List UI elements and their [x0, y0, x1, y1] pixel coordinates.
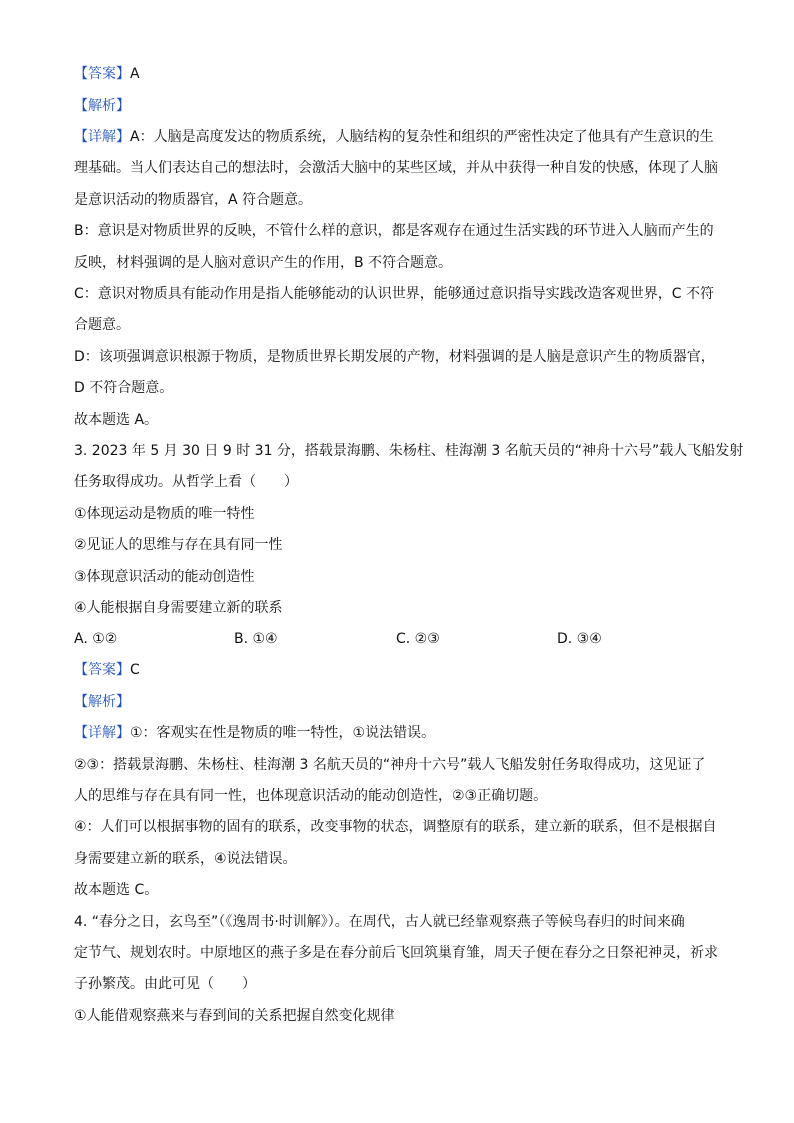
- q3-option-a: A. ①②: [74, 631, 118, 647]
- q2-detail-line: 合题意。: [74, 317, 130, 333]
- q2-detail-line: B：意识是对物质世界的反映，不管什么样的意识，都是客观存在通过生活实践的环节进入人脑而产生的: [74, 223, 714, 239]
- q3-detail-line: ②③：搭载景海鹏、朱杨柱、桂海潮 3 名航天员的“神舟十六号”载人飞船发射任务取得成功，这见证了: [74, 757, 706, 773]
- q3-detail-line: 身需要建立新的联系，④说法错误。: [74, 851, 297, 867]
- detail-tag: 【详解】: [74, 129, 130, 145]
- q2-detail-line: C：意识对物质具有能动作用是指人能够能动的认识世界，能够通过意识指导实践改造客观世界，C 不符: [74, 286, 714, 302]
- q2-conclusion: 故本题选 A。: [74, 412, 159, 428]
- q3-option-d: D. ③④: [557, 631, 602, 647]
- q2-detail-line: 是意识活动的物质器官，A 符合题意。: [74, 192, 313, 208]
- q4-statement: ①人能借观察燕来与春到间的关系把握自然变化规律: [74, 1008, 395, 1024]
- q3-detail-line: 【详解】①：客观实在性是物质的唯一特性，①说法错误。: [74, 725, 436, 741]
- q3-answer: [74, 660, 140, 680]
- detail-tag: 【详解】: [74, 725, 130, 741]
- q3-statement: ④人能根据自身需要建立新的联系: [74, 600, 283, 616]
- q2-detail-line: D：该项强调意识根源于物质，是物质世界长期发展的产物，材料强调的是人脑是意识产生的物质器官，: [74, 349, 715, 365]
- q3-detail-line: ④：人们可以根据事物的固有的联系，改变事物的状态，调整原有的联系，建立新的联系，但不是根据自: [74, 819, 717, 835]
- answer-tag: 【答案】: [74, 66, 130, 82]
- q4-stem-line: 定节气、规划农时。中原地区的燕子多是在春分前后飞回筑巢育雏，周天子便在春分之日祭祀神灵，祈求: [74, 945, 718, 961]
- q2-detail-line: 反映，材料强调的是人脑对意识产生的作用，B 不符合题意。: [74, 255, 453, 271]
- q2-detail-line: D 不符合题意。: [74, 380, 174, 396]
- q2-detail-line: 【详解】A：人脑是高度发达的物质系统，人脑结构的复杂性和组织的严密性决定了他具有产生意识的生: [74, 129, 714, 145]
- q3-stem-line: 3. 2023 年 5 月 30 日 9 时 31 分，搭载景海鹏、朱杨柱、桂海潮 3 名航天员的“神舟十六号”载人飞船发射: [74, 443, 744, 459]
- q2-detail-line: 理基础。当人们表达自己的想法时，会激活大脑中的某些区域，并从中获得一种自发的快感，体现了人脑: [74, 160, 718, 176]
- q4-stem-line: 子孙繁茂。由此可见（ ）: [74, 976, 256, 992]
- q3-stem-line: 任务取得成功。从哲学上看（ ）: [74, 474, 298, 490]
- q3-statement: ③体现意识活动的能动创造性: [74, 569, 255, 585]
- q4-stem-line: 4. “春分之日，玄鸟至”（《逸周书·时训解》）。在周代，古人就已经靠观察燕子等候鸟春归的时间来确: [74, 914, 685, 930]
- answer-value: A: [130, 66, 140, 82]
- answer-value: C: [130, 662, 140, 678]
- q2-answer: [74, 64, 140, 84]
- q2-analysis-tag: 【解析】: [74, 98, 130, 114]
- q3-statement: ②见证人的思维与存在具有同一性: [74, 537, 283, 553]
- q3-statement: ①体现运动是物质的唯一特性: [74, 506, 255, 522]
- q3-option-b: B. ①④: [234, 631, 278, 647]
- q3-option-c: C. ②③: [396, 631, 440, 647]
- answer-tag: 【答案】: [74, 662, 130, 678]
- q3-detail-line: 人的思维与存在具有同一性，也体现意识活动的能动创造性，②③正确切题。: [74, 788, 548, 804]
- q3-conclusion: 故本题选 C。: [74, 882, 159, 898]
- q3-analysis-tag: 【解析】: [74, 694, 130, 710]
